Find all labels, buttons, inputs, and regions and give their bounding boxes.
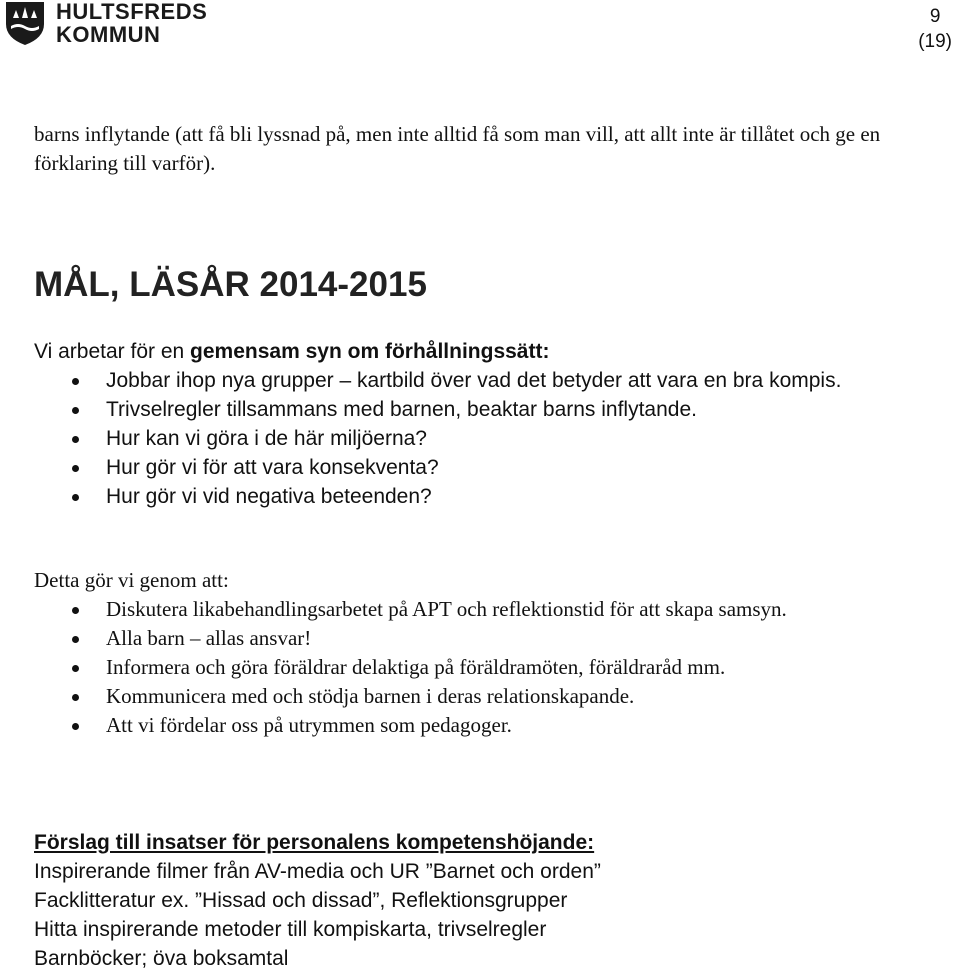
bullet-icon — [72, 407, 79, 414]
list-item-text: Diskutera likabehandlingsarbetet på APT och reflektionstid för att skapa samsyn. — [106, 597, 787, 621]
intro-paragraph: barns inflytande (att få bli lyssnad på, men inte alltid få som man vill, att allt inte är tillåtet och ge en förklaring till varför). — [34, 122, 881, 175]
list-item-text: Hur gör vi för att vara konsekventa? — [106, 456, 439, 479]
municipality-logo — [4, 0, 207, 46]
page-number — [918, 4, 952, 54]
list-item-text: Alla barn – allas ansvar! — [106, 626, 312, 650]
bullet-icon — [72, 494, 79, 501]
list-item — [34, 395, 914, 424]
competence-line: Facklitteratur ex. ”Hissad och dissad”, Reflektionsgrupper — [34, 889, 568, 912]
page-current: 9 — [929, 6, 941, 27]
list-item-text: Hur kan vi göra i de här miljöerna? — [106, 427, 427, 450]
list-item — [34, 424, 914, 453]
list-item-text: Trivselregler tillsammans med barnen, beaktar barns inflytande. — [106, 398, 697, 421]
list-item-text: Att vi fördelar oss på utrymmen som pedagoger. — [106, 713, 512, 737]
list-item-text: Jobbar ihop nya grupper – kartbild över vad det betyder att vara en bra kompis. — [106, 369, 842, 392]
competence-line: Inspirerande filmer från AV-media och UR ”Barnet och orden” — [34, 860, 601, 883]
coat-of-arms-icon — [4, 0, 46, 46]
approach-lead — [34, 337, 549, 366]
list-item — [34, 624, 914, 653]
list-item — [34, 366, 914, 395]
logo-wordmark — [56, 0, 207, 46]
logo-line-2: KOMMUN — [56, 22, 161, 47]
bullet-icon — [72, 694, 79, 701]
approach-lead-bold: gemensam syn om förhållningssätt: — [190, 340, 550, 363]
list-item — [34, 595, 914, 624]
list-item — [34, 653, 914, 682]
list-item-text: Informera och göra föräldrar delaktiga på föräldramöten, föräldraråd mm. — [106, 655, 726, 679]
bullet-icon — [72, 636, 79, 643]
bullet-icon — [72, 378, 79, 385]
bullet-icon — [72, 436, 79, 443]
approach-list — [34, 366, 914, 511]
competence-line: Hitta inspirerande metoder till kompiskarta, trivselregler — [34, 918, 547, 941]
competence-section — [34, 828, 601, 973]
bullet-icon — [72, 665, 79, 672]
list-item — [34, 482, 914, 511]
approach-lead-text: Vi arbetar för en — [34, 340, 191, 363]
list-item — [34, 453, 914, 482]
bullet-icon — [72, 723, 79, 730]
competence-title: Förslag till insatser för personalens kompetenshöjande: — [34, 831, 595, 854]
list-item — [34, 711, 914, 740]
actions-lead: Detta gör vi genom att: — [34, 568, 229, 592]
page-heading: MÅL, LÄSÅR 2014-2015 — [34, 265, 427, 304]
list-item-text: Kommunicera med och stödja barnen i deras relationskapande. — [106, 684, 635, 708]
page-total: (19) — [918, 31, 952, 52]
list-item — [34, 682, 914, 711]
actions-list — [34, 595, 914, 740]
logo-line-1: HULTSFREDS — [56, 0, 208, 24]
bullet-icon — [72, 607, 79, 614]
bullet-icon — [72, 465, 79, 472]
competence-line: Barnböcker; öva boksamtal — [34, 947, 289, 970]
list-item-text: Hur gör vi vid negativa beteenden? — [106, 485, 432, 508]
